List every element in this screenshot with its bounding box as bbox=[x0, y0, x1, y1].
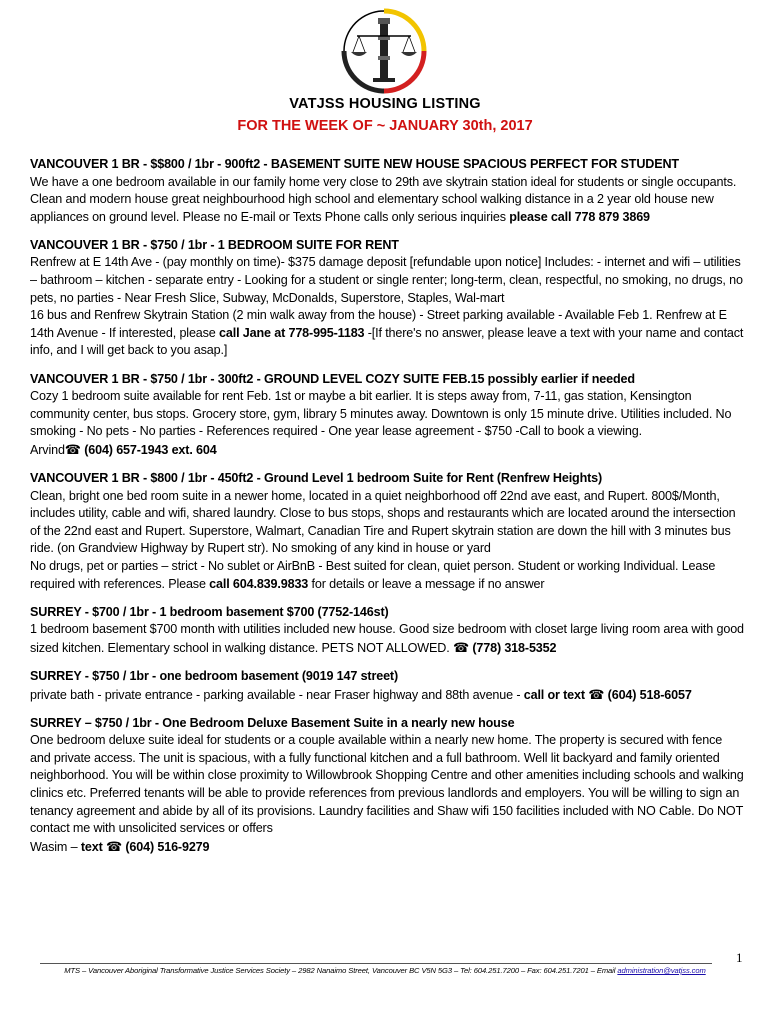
listing-1 bbox=[30, 156, 746, 226]
listing-heading: SURREY – $750 / 1br - One Bedroom Deluxe Basement Suite in a nearly new house bbox=[30, 715, 515, 730]
phone-icon: ☎ bbox=[64, 441, 81, 457]
listing-description: No drugs, pet or parties – strict - No sublet or AirBnB - Best suited for clean, quiet person. Student or working Individual. Lease required with references. Please bbox=[30, 558, 716, 591]
listing-body: Cozy 1 bedroom suite available for rent Feb. 1st or maybe a bit earlier. It is steps away from, 7-11, gas station, Kensington community center, bus stops. Grocery store, gym, library 5 minutes away. Downtown is only 15 minute drive. Utilities included. No smoking - No pets - No parties - References required - One year lease agreement - $750 -Call to book a viewing. bbox=[30, 389, 732, 439]
listing-description: 1 bedroom basement $700 month with utilities included new house. Good size bedroom with closet large living room area with good sized kitchen. Elementary school in walking distance. PETS NOT ALLOWED. bbox=[30, 622, 744, 655]
listing-body: Renfrew at E 14th Ave - (pay monthly on time)- $375 damage deposit [refundable upon notice] Includes: - internet and wifi – utilities – bathroom – kitchen - separate entry - Looking for a student or single renter; long-term, clean, respectful, no smoking, no drugs, no pets, no parties - Near Fresh Slice, Subway, McDonalds, Superstore, Staples, Wal-mart bbox=[30, 255, 743, 305]
footer-address: MTS – Vancouver Aboriginal Transformative Justice Services Society – 2982 Nanaimo Street, Vancouver BC V5N 5G3 – Tel: 604.251.7200 – Fax: 604.251.7201 – Email bbox=[64, 966, 618, 975]
listing-heading: SURREY - $750 / 1br - one bedroom basement (9019 147 street) bbox=[30, 668, 399, 683]
listing-body bbox=[30, 174, 746, 227]
listing-contact: text bbox=[80, 839, 106, 854]
listing-contact: call 604.839.9833 bbox=[209, 576, 309, 591]
listing-6 bbox=[30, 668, 746, 704]
listing-contact: call or text bbox=[523, 687, 589, 702]
phone-number: (604) 657-1943 ext. 604 bbox=[80, 442, 217, 457]
listing-body-continued bbox=[30, 558, 746, 593]
listing-heading: VANCOUVER 1 BR - $800 / 1br - 450ft2 - Ground Level 1 bedroom Suite for Rent (Renfrew Heights) bbox=[30, 471, 603, 485]
listing-description: 16 bus and Renfrew Skytrain Station (2 min walk away from the house) - Street parking available - Available Feb 1. Renfrew at E 14th Avenue - If interested, please bbox=[30, 308, 727, 340]
listing-heading: VANCOUVER 1 BR - $750 / 1br - 300ft2 - GROUND LEVEL COZY SUITE FEB.15 possibly earlier if needed bbox=[30, 371, 635, 386]
phone-icon: ☎ bbox=[105, 838, 123, 854]
listing-body-continued bbox=[30, 307, 746, 360]
listing-3 bbox=[30, 371, 746, 460]
listing-contact: call Jane at 778-995-1183 bbox=[219, 325, 365, 340]
listing-body: One bedroom deluxe suite ideal for students or a couple available within a nearly new home. The property is secured with fence and private access. The unit is spacious, with a fully functional kitchen and a full bathroom. Well lit backyard and family oriented neighborhood. You will be within close proximity to Willowbrook Shopping Centre and other amenities including schools and walking clinics etc. Preferred tenants will be able to provide references from previous landlords and employers. You will be willing to sign an tenancy agreement and abide by all of its provisions. Laundry facilities and Shaw wifi 150 facilities included with NO Cable. Do NOT contact me with unsolicited services or offers bbox=[30, 733, 744, 836]
vatjss-logo bbox=[339, 6, 429, 96]
listing-4 bbox=[30, 470, 746, 593]
listings-container bbox=[30, 156, 746, 867]
listing-description: for details or leave a message if no answer bbox=[308, 576, 545, 591]
listing-7 bbox=[30, 715, 746, 857]
listing-heading: SURREY - $700 / 1br - 1 bedroom basement $700 (7752-146st) bbox=[30, 604, 389, 619]
listing-body bbox=[30, 686, 746, 705]
listing-description: -[If there's no answer, please leave a text with your name and contact info, and I will get back to you asap.] bbox=[30, 325, 744, 358]
week-heading: FOR THE WEEK OF ~ JANUARY 30th, 2017 bbox=[237, 118, 533, 134]
footer bbox=[0, 966, 770, 975]
phone-number: (778) 318-5352 bbox=[468, 640, 557, 655]
contact-name: Wasim – bbox=[30, 839, 81, 854]
listing-5 bbox=[30, 604, 746, 658]
listing-body: Clean, bright one bed room suite in a newer home, located in a quiet neighborhood off 22nd ave east, and Rupert. 800$/Month, includes utility, cable and wifi, shared laundry. Close to bus stops, shops and restaurants which are located around the intersection of the 22nd east and Rupert. Superstore, Walmart, Canadian Tire and Rupert skytrain station are down the hill with 3 minutes bus ride. (on Grandview Highway by Rupert str). No smoking of any kind in house or yard bbox=[30, 488, 736, 556]
phone-number: (604) 518-6057 bbox=[604, 687, 692, 702]
phone-number: (604) 516-9279 bbox=[122, 839, 210, 854]
listing-contact-line bbox=[30, 838, 746, 857]
footer-email-link[interactable]: administration@vatjss.com bbox=[617, 966, 706, 975]
listing-description: private bath - private entrance - parking available - near Fraser highway and 88th avenue - bbox=[30, 687, 524, 702]
listing-contact: please call 778 879 3869 bbox=[509, 209, 650, 224]
page-number: 1 bbox=[736, 950, 743, 965]
phone-icon: ☎ bbox=[452, 639, 469, 655]
document-title: VATJSS HOUSING LISTING bbox=[289, 96, 481, 112]
listing-body bbox=[30, 621, 746, 657]
listing-contact-line bbox=[30, 441, 746, 460]
listing-heading: VANCOUVER 1 BR - $$800 / 1br - 900ft2 - BASEMENT SUITE NEW HOUSE SPACIOUS PERFECT FOR STUDENT bbox=[30, 157, 679, 171]
listing-description: We have a one bedroom available in our family home very close to 29th ave skytrain station ideal for students or single occupants. Clean and modern house great neighbourhood high school and elementary school walking distance in a 2 year old house new appliances on ground level. Please no E-mail or Texts Phone calls only serious inquiries bbox=[30, 174, 737, 224]
listing-heading: VANCOUVER 1 BR - $750 / 1br - 1 BEDROOM SUITE FOR RENT bbox=[30, 237, 399, 252]
listing-2 bbox=[30, 237, 746, 360]
footer-divider bbox=[40, 963, 712, 964]
contact-name: Arvind bbox=[30, 442, 65, 457]
phone-icon: ☎ bbox=[588, 686, 605, 702]
